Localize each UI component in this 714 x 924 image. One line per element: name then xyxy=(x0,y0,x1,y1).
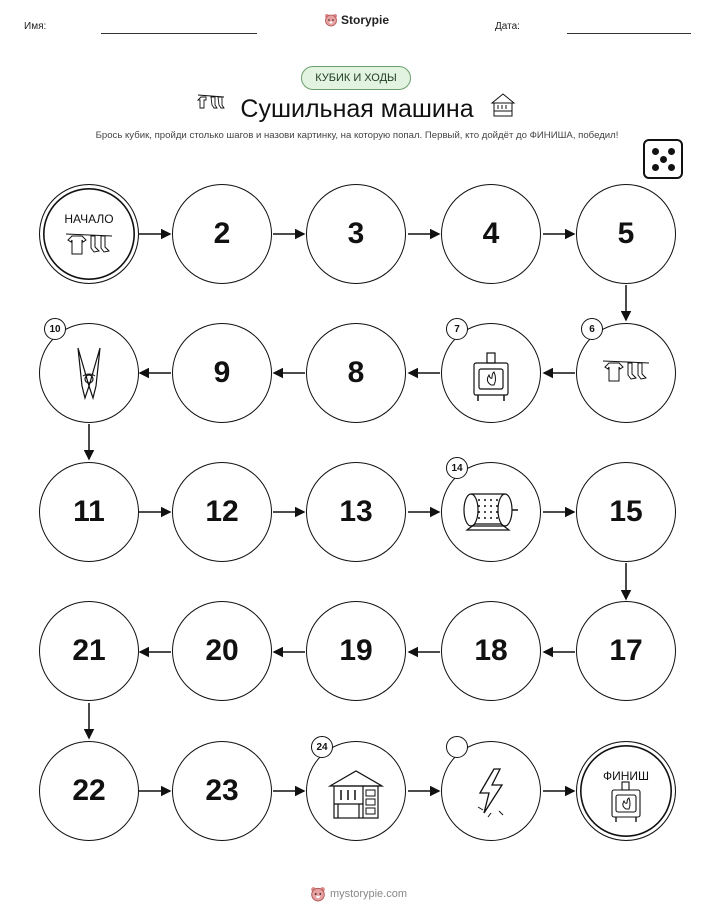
name-label: Имя: xyxy=(24,21,47,32)
finish-space xyxy=(576,741,676,841)
stove-icon xyxy=(609,781,643,823)
space-number-badge: 7 xyxy=(446,318,468,340)
date-label: Дата: xyxy=(495,21,520,32)
space-number: 20 xyxy=(205,634,239,667)
space-number: 21 xyxy=(72,634,106,667)
board-space xyxy=(441,184,541,284)
board-space xyxy=(172,741,272,841)
board-space xyxy=(576,462,676,562)
board-space xyxy=(306,184,406,284)
board-space xyxy=(39,462,139,562)
instructions: Брось кубик, пройди столько шагов и назови картинку, на которую попал. Первый, кто дойдёт до ФИНИША, победил! xyxy=(95,130,619,141)
space-number: 4 xyxy=(482,217,500,250)
clothespin-icon xyxy=(72,346,106,400)
board-space xyxy=(306,462,406,562)
space-number: 8 xyxy=(347,356,365,389)
board-space xyxy=(172,323,272,423)
workshop-icon xyxy=(327,768,385,820)
footer-site: mystorypie.com xyxy=(330,888,408,900)
board-space-picture xyxy=(576,323,676,423)
board-space-picture xyxy=(441,323,541,423)
space-number: 9 xyxy=(213,356,231,389)
footer xyxy=(310,886,407,902)
space-number: 2 xyxy=(213,217,231,250)
space-number: 11 xyxy=(73,495,105,528)
space-number: 22 xyxy=(72,774,106,807)
space-number: 13 xyxy=(339,495,373,528)
board-space xyxy=(576,601,676,701)
finish-label: ФИНИШ xyxy=(602,769,650,783)
board-space xyxy=(172,462,272,562)
space-number: 19 xyxy=(339,634,373,667)
bear-logo-icon xyxy=(310,886,326,902)
stove-icon xyxy=(470,351,512,403)
board-space-picture xyxy=(39,323,139,423)
board-space xyxy=(306,323,406,423)
board-space xyxy=(441,601,541,701)
space-number: 17 xyxy=(609,634,643,667)
board-space xyxy=(306,601,406,701)
game-type-badge: КУБИК И ХОДЫ xyxy=(301,66,411,90)
start-space xyxy=(39,184,139,284)
start-label: НАЧАЛО xyxy=(64,212,114,226)
clothesline-icon xyxy=(64,230,114,260)
space-number-badge: 14 xyxy=(446,457,468,479)
space-number-badge xyxy=(446,736,468,758)
space-number: 5 xyxy=(617,217,635,250)
board-space-picture xyxy=(441,462,541,562)
board-space xyxy=(39,601,139,701)
space-number: 18 xyxy=(474,634,508,667)
space-number-badge: 10 xyxy=(44,318,66,340)
board-space-picture xyxy=(441,741,541,841)
space-number: 3 xyxy=(347,217,365,250)
board-space xyxy=(39,741,139,841)
board-space xyxy=(172,184,272,284)
clothesline-icon xyxy=(601,357,651,389)
board-space-picture xyxy=(306,741,406,841)
space-number: 23 xyxy=(205,774,239,807)
brand-name: Storypie xyxy=(341,13,390,27)
page-title: Сушильная машина xyxy=(240,95,474,123)
space-number-badge: 24 xyxy=(311,736,333,758)
space-number: 12 xyxy=(205,495,239,528)
lightning-icon xyxy=(474,767,508,819)
space-number: 15 xyxy=(609,495,643,528)
board-space xyxy=(576,184,676,284)
dryer-drum-icon xyxy=(461,490,521,534)
space-number-badge: 6 xyxy=(581,318,603,340)
board-space xyxy=(172,601,272,701)
